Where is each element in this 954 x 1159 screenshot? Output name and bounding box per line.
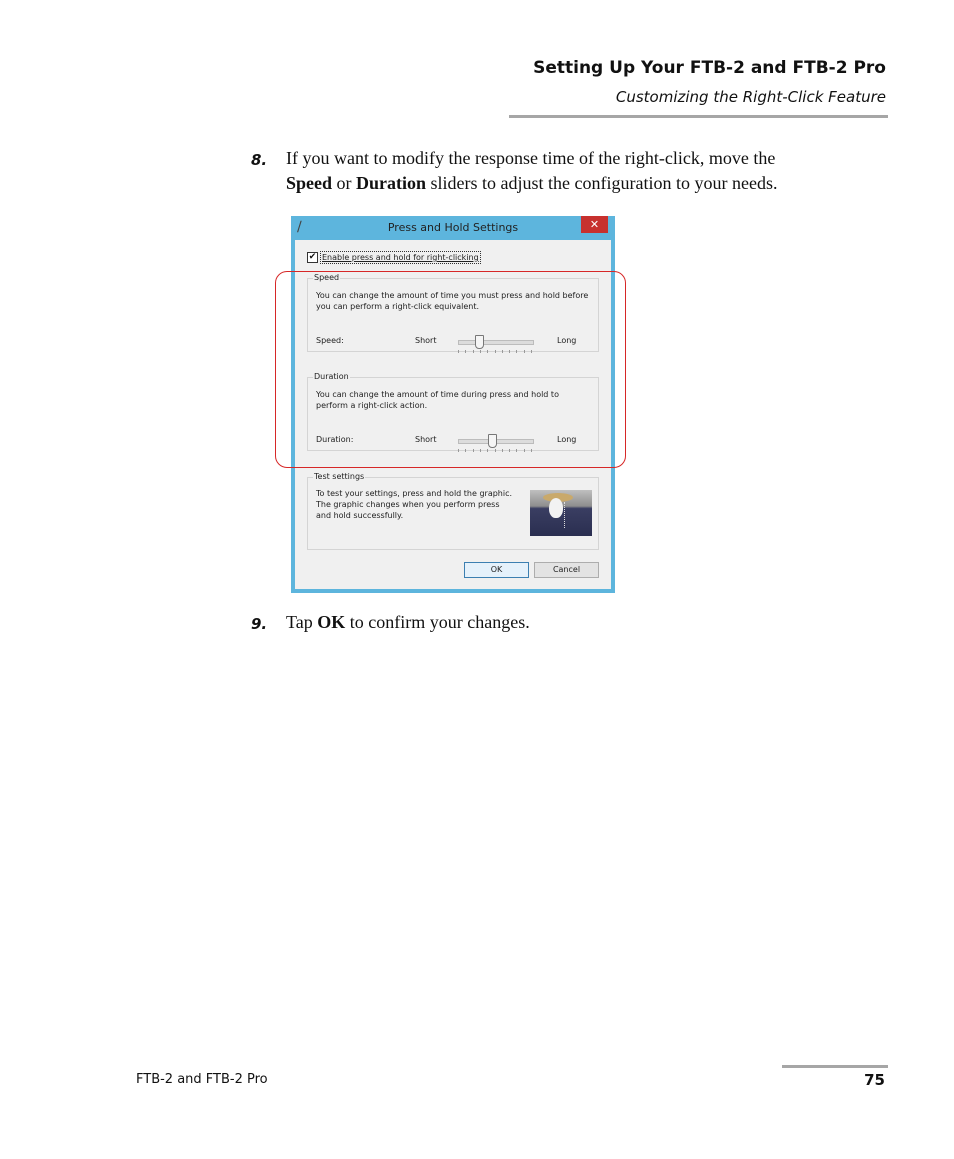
speed-min-label: Short [415,336,437,345]
dotted-line [564,502,566,528]
header-rule [509,115,888,118]
cancel-button[interactable]: Cancel [534,562,599,578]
step-number: 9. [251,615,268,633]
highlight-outline [275,271,626,468]
footer-rule [782,1065,888,1068]
step-text [286,146,886,196]
speed-label: Speed: [316,336,344,345]
page-number: 75 [864,1071,885,1089]
dialog-title: Press and Hold Settings [387,221,519,234]
test-settings-group [307,472,599,550]
dialog-titlebar[interactable] [291,216,615,240]
close-button[interactable]: ✕ [581,216,608,233]
step-line-1: If you want to modify the response time of the right-click, move the [286,148,776,168]
text-or: or [332,173,357,193]
step-9-pre: Tap [286,612,318,632]
light-bulb-icon [549,498,563,518]
enable-checkbox-label[interactable]: Enable press and hold for right-clicking [322,253,479,262]
duration-group-title: Duration [314,372,349,381]
footer-product-name: FTB-2 and FTB-2 Pro [136,1072,268,1087]
step-text [286,610,886,635]
step-line-2 [286,171,886,196]
enable-checkbox[interactable]: ✔ [308,252,317,262]
text-rest: sliders to adjust the configuration to your needs. [426,173,778,193]
test-description: To test your settings, press and hold the graphic. The graphic changes when you perform press and hold successfully. [316,489,513,520]
test-graphic[interactable] [530,490,592,536]
bold-duration: Duration [356,173,427,193]
page-header-title: Setting Up Your FTB-2 and FTB-2 Pro [533,58,886,78]
ok-button[interactable]: OK [464,562,529,578]
page-header-subtitle: Customizing the Right-Click Feature [615,88,886,106]
duration-max-label: Long [557,435,577,444]
duration-min-label: Short [415,435,437,444]
speed-group-title: Speed [314,273,340,282]
speed-description: You can change the amount of time you must press and hold before you can perform a right-click equivalent. [316,291,589,311]
step-9-post: to confirm your changes. [345,612,530,632]
duration-description: You can change the amount of time during press and hold to perform a right-click action. [316,390,559,410]
pen-icon: ∕ [297,219,302,235]
bold-ok: OK [317,612,346,632]
duration-label: Duration: [316,435,354,444]
bold-speed: Speed [286,173,333,193]
test-group-title: Test settings [314,472,365,481]
speed-max-label: Long [557,336,577,345]
step-number: 8. [251,151,268,169]
